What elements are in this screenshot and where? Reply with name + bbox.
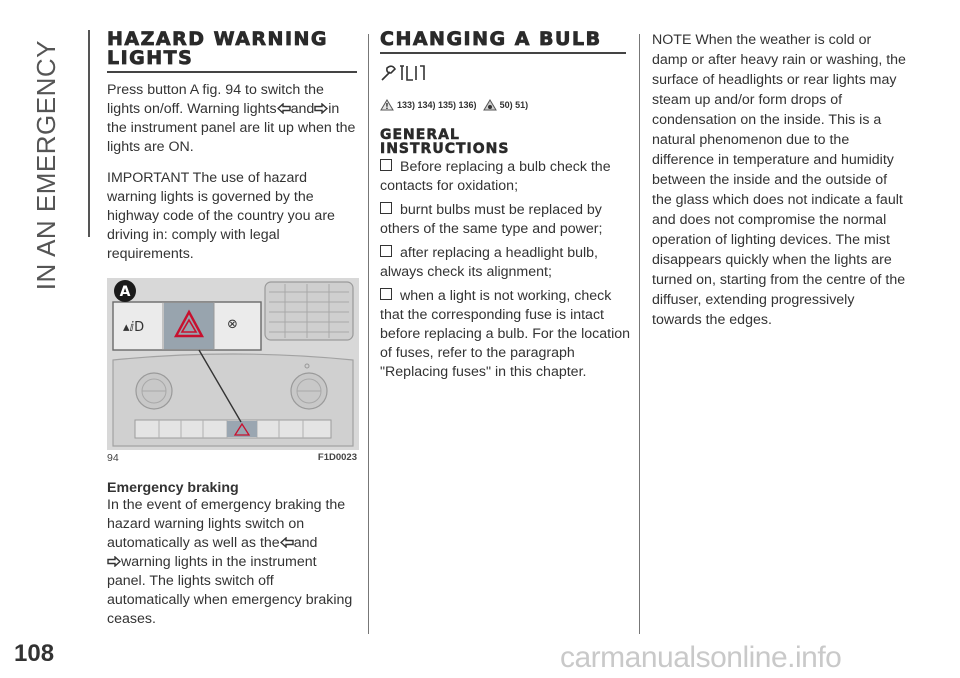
checkbox-bullet-icon: [380, 288, 392, 300]
general-heading-line2: INSTRUCTIONS: [380, 141, 510, 157]
hazard-heading-line1: HAZARD WARNING: [107, 28, 329, 50]
column-divider: [639, 34, 640, 634]
condensation-note: NOTE When the weather is cold or damp or after heavy rain or washing, the surface of headlights or rear lights may steam up and/or form drops of condensation on the inside. This is a natural phenomenon due to the difference in temperature and humidity between the inside and the outside of the glass which does not indicate a fault and does not compromise the normal operation of lighting devices. The mist disappears quickly when the lights are turned on, starting from the centre of the diffuser, extending progressively towards the edges.: [652, 32, 906, 328]
turn-right-icon: [314, 103, 328, 114]
tool-bulb-icon: [380, 62, 630, 89]
general-instructions-heading: [380, 128, 630, 156]
caution-icon: [483, 99, 497, 111]
list-item: [380, 287, 630, 382]
hazard-heading-line2: LIGHTS: [107, 47, 194, 69]
turn-left-icon: [277, 103, 291, 114]
hazard-text-b: in the instrument panel are lit up when the lights are ON.: [107, 101, 356, 155]
svg-text:▴ⅈD: ▴ⅈD: [123, 320, 145, 335]
emergency-text-and: and: [293, 535, 318, 551]
emergency-text-a: In the event of emergency braking the hazard warning lights switch on automatically as well as the: [107, 497, 346, 551]
emergency-braking-title: Emergency braking: [107, 480, 239, 496]
warning-icon: [380, 99, 394, 111]
column-note: [652, 30, 907, 330]
list-item: [380, 201, 630, 239]
emergency-braking-paragraph: [107, 496, 357, 629]
figure-number: 94: [107, 452, 119, 464]
checkbox-bullet-icon: [380, 245, 392, 257]
general-heading-line1: GENERAL: [380, 127, 460, 143]
list-item-text: Before replacing a bulb check the contacts for oxidation;: [380, 159, 611, 194]
hazard-text-and: and: [290, 101, 315, 117]
checkbox-bullet-icon: [380, 202, 392, 214]
svg-text:!: !: [385, 102, 389, 111]
checkbox-bullet-icon: [380, 159, 392, 171]
page-number: 108: [14, 640, 55, 667]
hazard-warning-heading: [107, 30, 357, 73]
figure-code: F1D0023: [317, 452, 357, 463]
warning-references: [380, 99, 630, 111]
column-hazard-lights: [107, 30, 357, 629]
turn-left-icon: [280, 537, 294, 548]
important-paragraph: IMPORTANT The use of hazard warning lights is governed by the highway code of the country you are driving in: comply with legal requirements.: [107, 170, 335, 262]
hazard-text-a: Press button A fig. 94 to switch the lights on/off. Warning lights: [107, 82, 324, 117]
changing-bulb-heading: CHANGING A BULB: [380, 30, 626, 54]
list-item: [380, 244, 630, 282]
column-changing-bulb: [380, 30, 630, 382]
list-item-text: when a light is not working, check that the corresponding fuse is intact before replacing a bulb. For the location of fuses, refer to the paragraph "Replacing fuses" in this chapter.: [380, 288, 631, 380]
callout-a-label: A: [119, 284, 131, 300]
dashboard-illustration: [107, 278, 359, 450]
section-tab-rule: [88, 30, 90, 237]
watermark: carmanualsonline.info: [560, 641, 842, 674]
list-item-text: after replacing a headlight bulb, always check its alignment;: [380, 245, 598, 280]
turn-right-icon: [107, 556, 121, 567]
list-item-text: burnt bulbs must be replaced by others of the same type and power;: [380, 202, 603, 237]
figure-94: [107, 278, 359, 450]
hazard-paragraph: [107, 81, 357, 157]
figure-caption: [107, 452, 357, 464]
caution-refs-text: 50) 51): [499, 100, 529, 110]
svg-text:⊗: ⊗: [227, 317, 238, 332]
emergency-text-b: warning lights in the instrument panel. The lights switch off automatically when emergency braking ceases.: [107, 554, 353, 627]
warning-refs-text: 133) 134) 135) 136): [397, 100, 477, 110]
list-item: [380, 158, 630, 196]
section-tab: IN AN EMERGENCY: [31, 40, 61, 291]
column-divider: [368, 34, 369, 634]
